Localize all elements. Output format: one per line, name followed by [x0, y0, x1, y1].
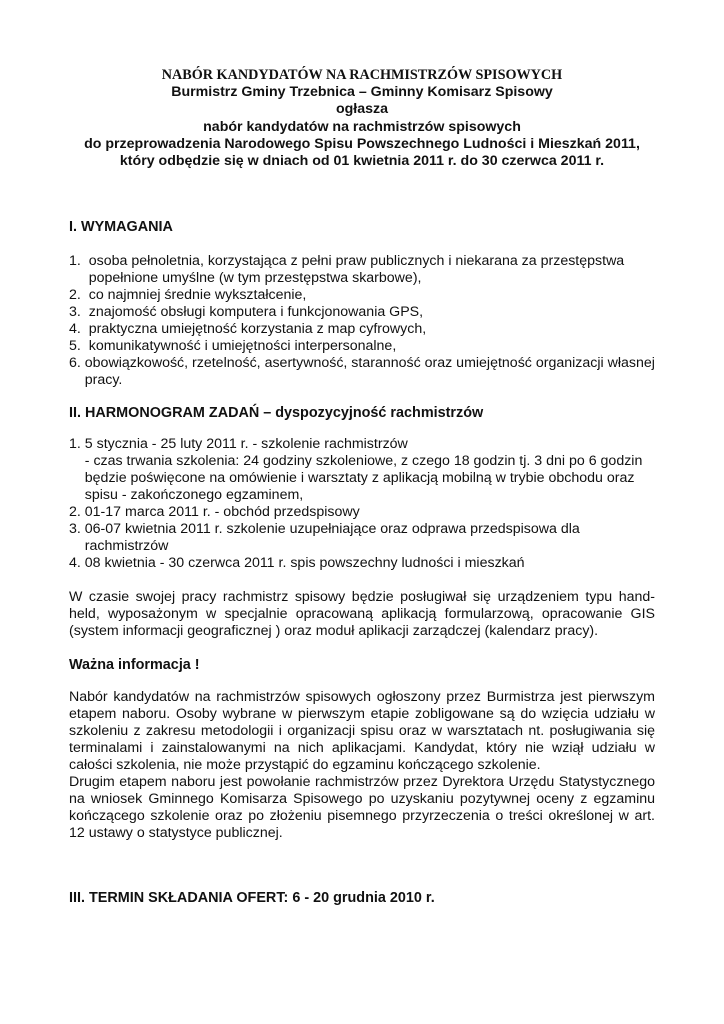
schedule-section: [69, 436, 659, 572]
work-note: [69, 589, 655, 640]
schedule-heading: II. HARMONOGRAM ZADAŃ – dyspozycyjność rachmistrzów: [69, 405, 484, 421]
important-section: [69, 689, 655, 842]
requirements-heading-block: [69, 219, 659, 236]
list-item: 3. 06-07 kwietnia 2011 r. szkolenie uzupełniające oraz odprawa przedspisowa dla rachmistrzów: [69, 521, 580, 554]
requirements-heading: I. WYMAGANIA: [69, 219, 173, 235]
important-heading: Ważna informacja !: [69, 657, 200, 673]
header-title: NABÓR KANDYDATÓW NA RACHMISTRZÓW SPISOWYCH: [161, 67, 563, 83]
list-item: 2. 01-17 marca 2011 r. - obchód przedspisowy: [69, 504, 360, 520]
deadline-heading-block: [69, 890, 659, 907]
important-paragraph-1: Nabór kandydatów na rachmistrzów spisowych ogłoszony przez Burmistrza jest pierwszym etapem naboru. Osoby wybrane w pierwszym etapie zobligowane są do wzięcia udziału w szkoleniu z zakresu metodologii i organizacji spisu oraz w warsztatach nt. posługiwania się terminalami i zainstalowanymi na nich aplikacjami. Kandydat, który nie wziął udziału w całości szkolenia, nie może przystąpić do egzaminu kończącego szkolenie.: [69, 689, 655, 773]
list-item: 3. znajomość obsługi komputera i funkcjonowania GPS,: [69, 304, 424, 320]
important-paragraph-2: Drugim etapem naboru jest powołanie rachmistrzów przez Dyrektora Urzędu Statystycznego na wniosek Gminnego Komisarza Spisowego po uzyskaniu pozytywnej oceny z egzaminu kończącego szkolenie oraz po złożeniu pisemnego przyrzeczenia o treści określonej w art. 12 ustawy o statystyce publicznej.: [69, 774, 655, 841]
important-heading-block: [69, 657, 659, 674]
list-item: 4. praktyczna umiejętność korzystania z map cyfrowych,: [69, 321, 427, 337]
header-purpose: do przeprowadzenia Narodowego Spisu Powszechnego Ludności i Mieszkań 2011,: [84, 135, 640, 152]
list-item: 1. osoba pełnoletnia, korzystająca z pełni praw publicznych i niekarana za przestępstwa popełnione umyślne (w tym przestępstwa skarbowe),: [69, 253, 625, 286]
list-item: 1. 5 stycznia - 25 luty 2011 r. - szkolenie rachmistrzów - czas trwania szkolenia: 24 godziny szkoleniowe, z czego 18 godzin tj. 3 dni po 6 godzin będzie poświęcone na omówienie i warsztaty z aplikacją mobilną w trybie obchodu oraz spisu - zakończonego egzaminem,: [69, 436, 643, 503]
header-dates: który odbędzie się w dniach od 01 kwietnia 2011 r. do 30 czerwca 2011 r.: [119, 153, 605, 170]
schedule-heading-block: [69, 405, 659, 422]
list-item: 5. komunikatywność i umiejętności interpersonalne,: [69, 338, 397, 354]
header-subject: nabór kandydatów na rachmistrzów spisowych: [203, 118, 521, 135]
requirements-list: [69, 253, 659, 389]
list-item: 4. 08 kwietnia - 30 czerwca 2011 r. spis powszechny ludności i mieszkań: [69, 555, 525, 571]
header-announces: ogłasza: [335, 101, 389, 118]
work-note-text: W czasie swojej pracy rachmistrz spisowy będzie posługiwał się urządzeniem typu hand-held, wyposażonym w specjalnie opracowaną aplikacją formularzową, opracowanie GIS (system informacji geograficznej ) oraz moduł aplikacji zarządczej (kalendarz pracy).: [69, 589, 655, 639]
requirements-section: [69, 253, 659, 389]
schedule-list: [69, 436, 659, 572]
list-item: 2. co najmniej średnie wykształcenie,: [69, 287, 307, 303]
list-item: 6. obowiązkowość, rzetelność, asertywność, staranność oraz umiejętność organizacji własnej pracy.: [69, 355, 655, 388]
training-details: - czas trwania szkolenia: 24 godziny szkoleniowe, z czego 18 godzin tj. 3 dni po 6 godzin będzie poświęcone na omówienie i warsztaty z aplikacją mobilną w trybie obchodu oraz spisu - zakończonego egzaminem,: [84, 453, 643, 503]
header-issuer: Burmistrz Gminy Trzebnica – Gminny Komisarz Spisowy: [171, 84, 553, 101]
announcement-header: [0, 67, 724, 170]
deadline-heading: III. TERMIN SKŁADANIA OFERT: 6 - 20 grudnia 2010 r.: [69, 890, 435, 906]
